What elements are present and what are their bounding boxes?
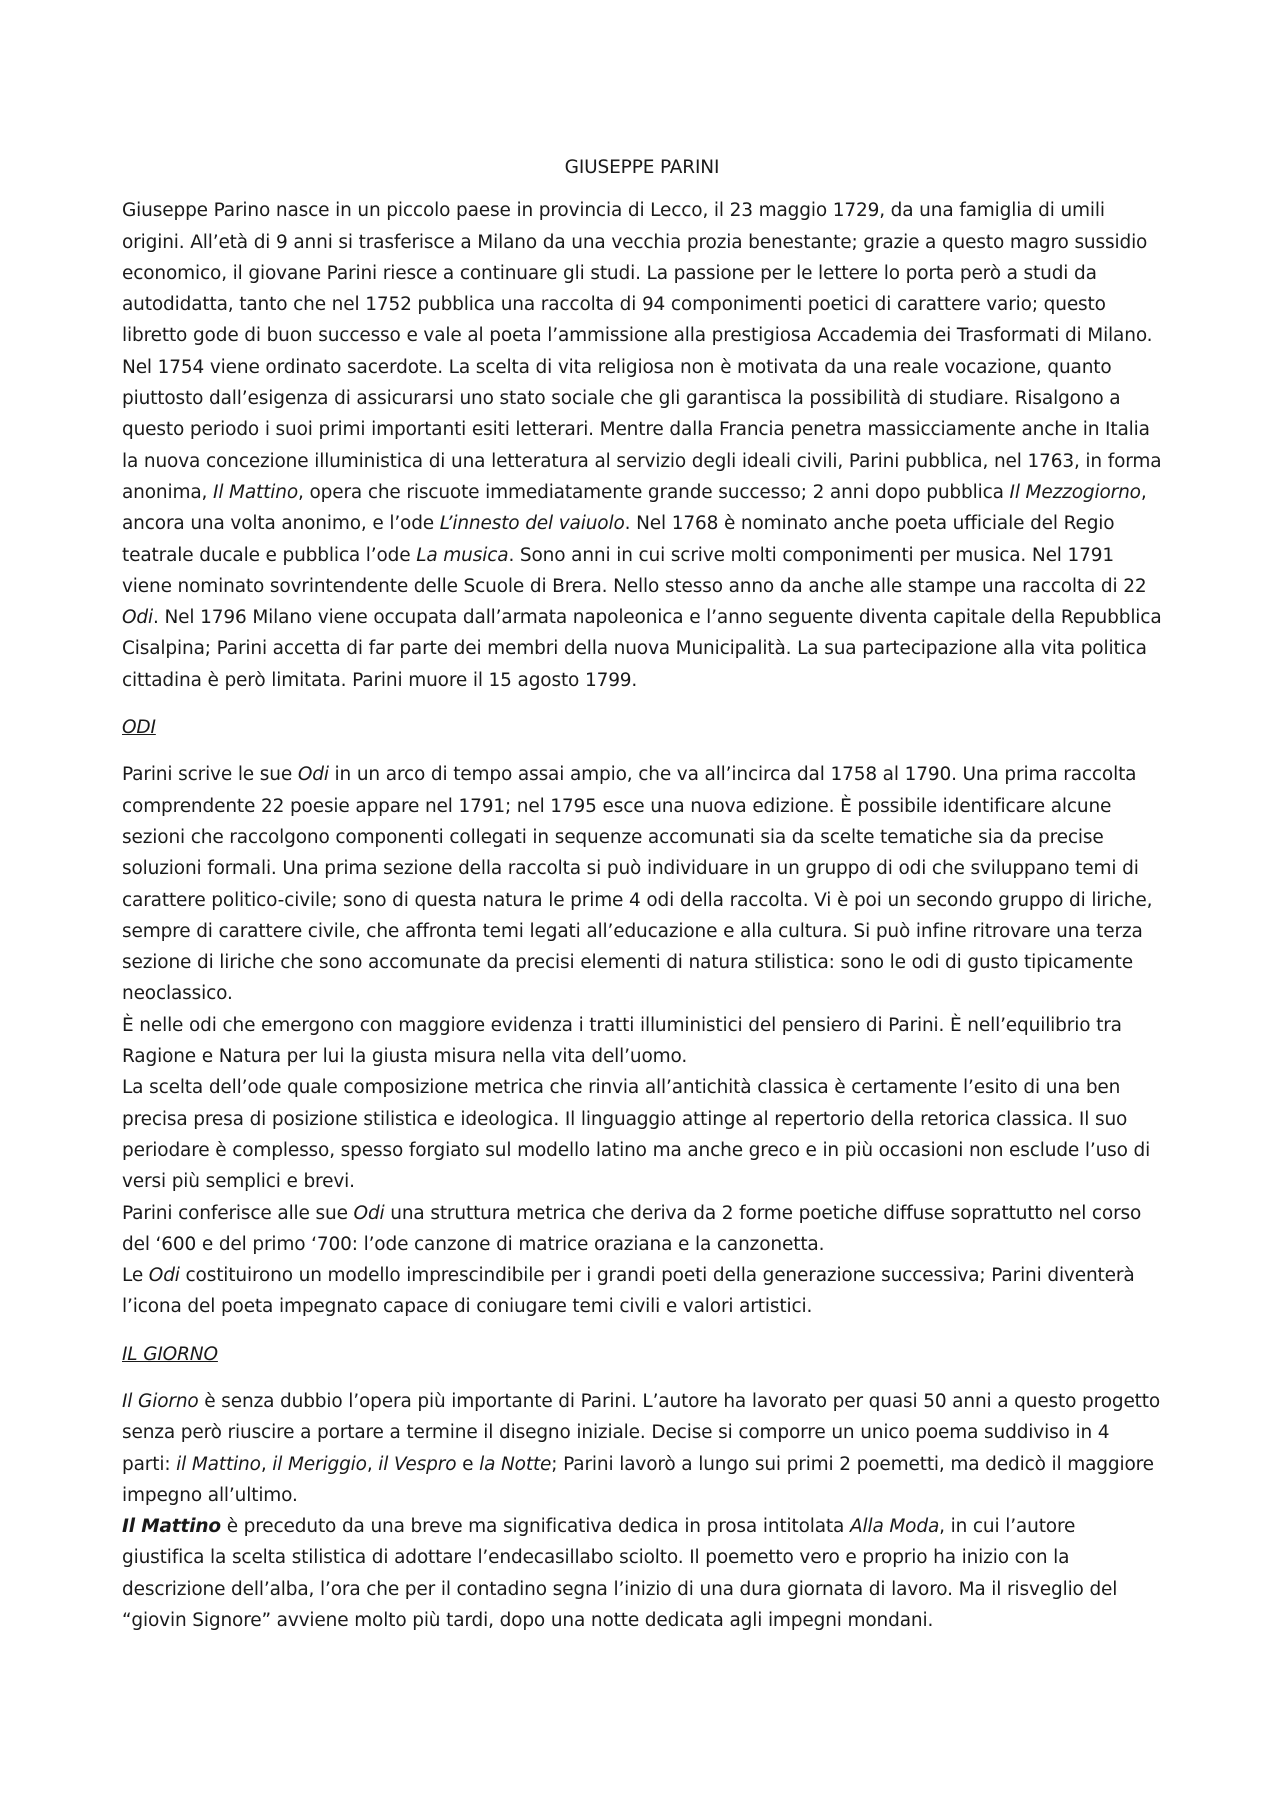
- work-title: Il Mattino: [213, 481, 298, 503]
- odi-paragraph: La scelta dell’ode quale composizione metrica che rinvia all’antichità classica è certamente l’esito di una ben precisa presa di posizione stilistica e ideologica. Il linguaggio attinge al repertorio della retorica classica. Il suo periodare è complesso, spesso forgiato sul modello latino ma anche greco e in più occasioni non esclude l’uso di versi più semplici e brevi.: [122, 1077, 1151, 1193]
- work-title: Il Mezzogiorno: [1009, 481, 1141, 503]
- odi-paragraph: Parini scrive le sue Odi in un arco di tempo assai ampio, che va all’incirca dal 1758 al 1790. Una prima raccolta comprendente 22 poesie appare nel 1791; nel 1795 esce una nuova edizione. È possibile identificare alcune sezioni che raccolgono componenti collegati in sequenze accomunati sia da scelte tematiche sia da precise soluzioni formali. Una prima sezione della raccolta si può individuare in un gruppo di odi che sviluppano temi di carattere politico-civile; sono di questa natura le prime 4 odi della raccolta. Vi è poi un secondo gruppo di liriche, sempre di carattere civile, che affronta temi legati all’educazione e alla cultura. Si può infine ritrovare una terza sezione di liriche che sono accomunate da precisi elementi di natura stilistica: sono le odi di gusto tipicamente neoclassico.: [122, 764, 1153, 1005]
- work-title: L’innesto del vaiuolo: [439, 513, 625, 535]
- work-title: La musica: [416, 544, 509, 566]
- odi-paragraph: Le Odi costituirono un modello imprescindibile per i grandi poeti della generazione successiva; Parini diventerà l’icona del poeta impegnato capace di coniugare temi civili e valori artistici.: [122, 1265, 1135, 1318]
- odi-paragraph: Parini conferisce alle sue Odi una struttura metrica che deriva da 2 forme poetiche diffuse soprattutto nel corso del ‘600 e del primo ‘700: l’ode canzone di matrice oraziana e la canzonetta.: [122, 1202, 1142, 1255]
- odi-paragraph: È nelle odi che emergono con maggiore evidenza i tratti illuministici del pensiero di Parini. È nell’equilibrio tra Ragione e Natura per lui la giusta misura nella vita dell’uomo.: [122, 1014, 1122, 1068]
- biography-paragraph: Giuseppe Parino nasce in un piccolo paese in provincia di Lecco, il 23 maggio 1729, da una famiglia di umili origini. All’età di 9 anni si trasferisce a Milano da una vecchia prozia benestante; grazie a questo magro sussidio economico, il giovane Parini riesce a continuare gli studi. La passione per le lettere lo porta però a studi da autodidatta, tanto che nel 1752 pubblica una raccolta di 94 componimenti poetici di carattere vario; questo libretto gode di buon successo e vale al poeta l’ammissione alla prestigiosa Accademia dei Trasformati di Milano. Nel 1754 viene ordinato sacerdote. La scelta di vita religiosa non è motivata da una reale vocazione, quanto piuttosto dall’esigenza di assicurarsi uno stato sociale che gli garantisca la possibilità di studiare. Risalgono a questo periodo i suoi primi importanti esiti letterari. Mentre dalla Francia penetra massicciamente anche in Italia la nuova concezione illuministica di una letteratura al servizio degli ideali civili, Parini pubblica, nel 1763, in forma anonima, Il Mattino, opera che riscuote immediatamente grande successo; 2 anni dopo pubblica Il Mezzogiorno, ancora una volta anonimo, e l’ode L’innesto del vaiuolo. Nel 1768 è nominato anche poeta ufficiale del Regio teatrale ducale e pubblica l’ode La musica. Sono anni in cui scrive molti componimenti per musica. Nel 1791 viene nominato sovrintendente delle Scuole di Brera. Nello stesso anno da anche alle stampe una raccolta di 22 Odi. Nel 1796 Milano viene occupata dall’armata napoleonica e l’anno seguente diventa capitale della Repubblica Cisalpina; Parini accetta di far parte dei membri della nuova Municipalità. La sua partecipazione alla vita politica cittadina è però limitata. Parini muore il 15 agosto 1799.: [122, 200, 1162, 691]
- giorno-paragraph: Il Giorno è senza dubbio l’opera più importante di Parini. L’autore ha lavorato per quasi 50 anni a questo progetto senza però riuscire a portare a termine il disegno iniziale. Decise si comporre un unico poema suddiviso in 4 parti: il Mattino, il Meriggio, il Vespro e la Notte; Parini lavorò a lungo sui primi 2 poemetti, ma dedicò il maggiore impegno all’ultimo.: [122, 1390, 1161, 1506]
- work-title: Odi: [122, 607, 153, 629]
- section-heading-il-giorno: IL GIORNO: [122, 1343, 218, 1365]
- document-page: [122, 152, 1162, 1636]
- page-title: GIUSEPPE PARINI: [564, 157, 720, 178]
- giorno-paragraph: Il Mattino è preceduto da una breve ma significativa dedica in prosa intitolata Alla Moda, in cui l’autore giustifica la scelta stilistica di adottare l’endecasillabo sciolto. Il poemetto vero e proprio ha inizio con la descrizione dell’alba, l’ora che per il contadino segna l’inizio di una dura giornata di lavoro. Ma il risveglio del “giovin Signore” avviene molto più tardi, dopo una notte dedicata agli impegni mondani.: [122, 1516, 1118, 1632]
- section-heading-odi: ODI: [122, 717, 156, 739]
